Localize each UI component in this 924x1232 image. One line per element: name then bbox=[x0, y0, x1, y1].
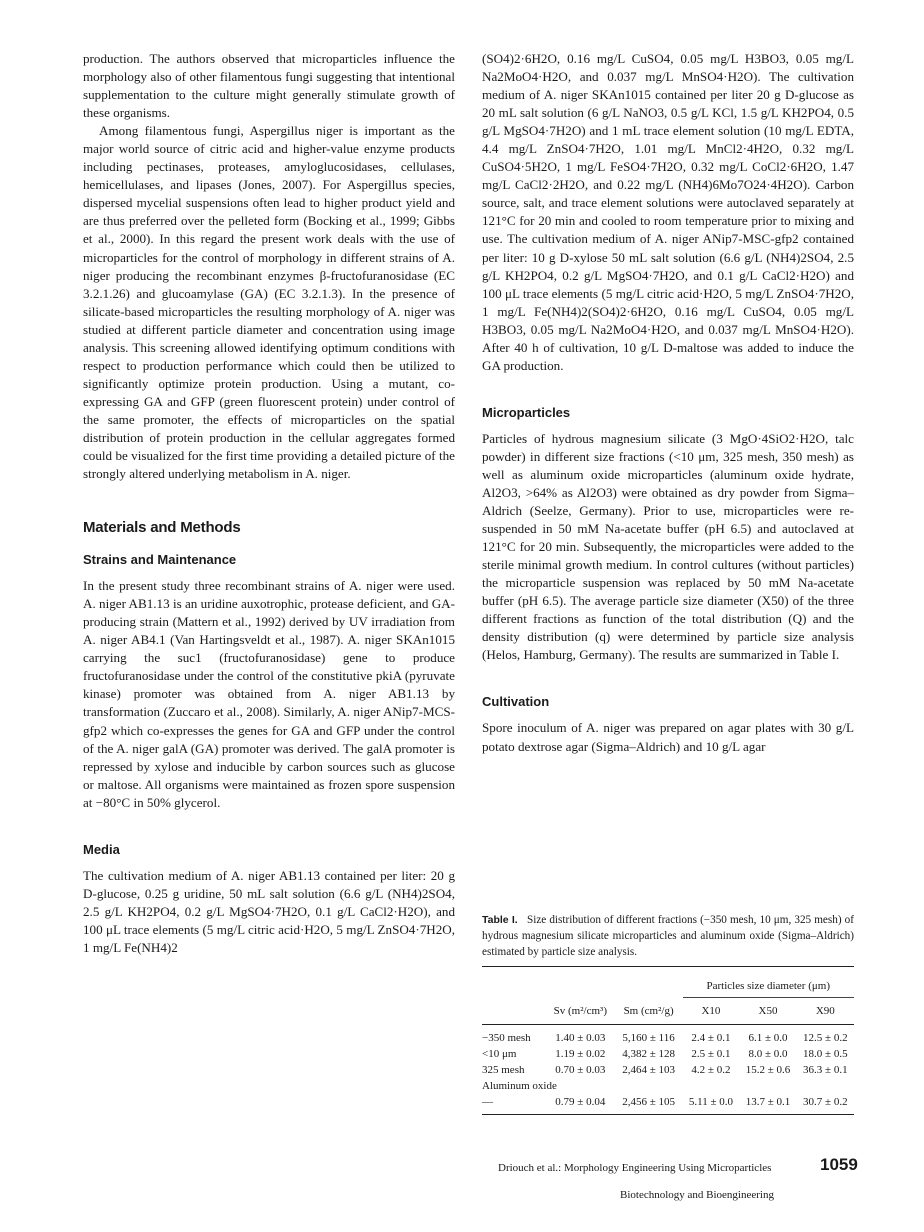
cell: 4.2 ± 0.2 bbox=[691, 1064, 731, 1076]
header-x90: X90 bbox=[797, 998, 854, 1025]
cell: 0.70 ± 0.03 bbox=[555, 1064, 606, 1076]
heading-microparticles: Microparticles bbox=[482, 404, 571, 420]
heading-materials-methods: Materials and Methods bbox=[83, 519, 241, 537]
paragraph-strains: In the present study three recombinant strains of A. niger were used. A. niger AB1.13 is an uridine auxotrophic, protease deficient, and GA-producing strain (Mattern et al., 1992) derived by UV irradiation from A. niger AB4.1 (Van Hartingsveldt et al., 1987). A. niger SKAn1015 carrying the suc1 (fructofuranosidase) gene to produce fructofuranosidase under the control of the constitutive pkiA (pyruvate kinase) promoter was obtained from A. niger AB1.13 by transformation (Zuccaro et al., 2008). Similarly, A. niger ANip7-MCS-gfp2 which co-expresses the genes for GA and GFP under the control of the A. niger galA (GA) promoter was derived. The galA promoter is repressed by xylose and inducible by carbon sources such as glucose or maltose. All organisms were maintained as frozen spore suspension at −80°C in 50% glycerol. bbox=[83, 578, 455, 810]
paragraph-microparticles: Particles of hydrous magnesium silicate (3 MgO·4SiO2·H2O, talc powder) in different size fractions (<10 μm, 325 mesh, 350 mesh) as well as aluminum oxide microparticles (aluminum oxide hydrate, Al2O3, >64% as Al2O3) were obtained as dry powder from Sigma–Aldrich (Seelze, Germany). Prior to use, microparticles were re-suspended in 50 mM Na-acetate buffer (pH 6.5) and autoclaved at 121°C for 20 min. Subsequently, the microparticles were added to the sterile minimal growth medium. In control cultures (without particles) the microparticle suspension was replaced by 50 mM Na-acetate buffer (pH 6.5). The average particle size diameter (X50) of the three different fractions as function of the total distribution (Q) and the density distribution (q) were determined by particle size analysis (Helos, Hamburg, Germany). The results are summarized in Table I. bbox=[482, 430, 854, 663]
paragraph-aspergillus: Among filamentous fungi, Aspergillus niger is important as the major world source of citric acid and higher-value enzyme products including pectinases, proteases, amyloglucosidases, cellulases, hemicellulases, and lipases (Jones, 2007). For Aspergillus species, dispersed mycelial suspensions often lead to higher product yield and are thus preferred over the pelleted form (Bocking et al., 1999; Gibbs et al., 2000). In this regard the present work deals with the use of microparticles for the control of morphology in different strains of A. niger producing the recombinant enzymes β-fructofuranosidase (EC 3.2.1.26) and glucoamylase (GA) (EC 3.2.1.3). In the presence of silicate-based microparticles the resulting morphology of A. niger was studied at different particle diameter and concentration using image analysis. This screening allowed identifying optimum conditions with respect to production performance which could then be utilized to significantly optimize protein production. Using a mutant, co-expressing GA and GFP (green fluorescent protein) under control of the same promoter, the effects of microparticles on the spatial distribution of protein production in the cellular aggregates formed could be visualized for the first time providing a detailed picture of the strongly altered underlying metabolism in A. niger. bbox=[83, 123, 455, 482]
table-label: Table I. bbox=[482, 914, 518, 926]
cell: 18.0 ± 0.5 bbox=[803, 1048, 848, 1060]
cell: −350 mesh bbox=[482, 1032, 531, 1044]
cell: 4,382 ± 128 bbox=[622, 1048, 675, 1060]
cell: 2,464 ± 103 bbox=[622, 1064, 675, 1076]
header-x10: X10 bbox=[683, 998, 740, 1025]
header-x50: X50 bbox=[739, 998, 796, 1025]
cell: <10 μm bbox=[482, 1048, 517, 1060]
cell: 1.40 ± 0.03 bbox=[555, 1032, 606, 1044]
cell: 2,456 ± 105 bbox=[615, 1094, 683, 1115]
cell: 15.2 ± 0.6 bbox=[745, 1064, 791, 1076]
journal-name: Biotechnology and Bioengineering bbox=[620, 1189, 774, 1201]
table-row bbox=[482, 1046, 854, 1062]
table-row bbox=[482, 1025, 854, 1047]
cell: 2.5 ± 0.1 bbox=[691, 1048, 731, 1060]
table-row bbox=[482, 1062, 854, 1078]
cell: 30.7 ± 0.2 bbox=[797, 1094, 854, 1115]
paragraph-intro-end: production. The authors observed that microparticles influence the morphology also of other filamentous fungi suggesting that intentional supplementation to the culture might generally stimulate growth of these organisms. bbox=[83, 51, 455, 121]
cell: — bbox=[482, 1094, 546, 1115]
cell: 12.5 ± 0.2 bbox=[803, 1032, 848, 1044]
header-sv: Sv (m²/cm³) bbox=[546, 998, 615, 1025]
table-caption bbox=[482, 912, 854, 960]
cell: 325 mesh bbox=[482, 1064, 525, 1076]
cell: 6.1 ± 0.0 bbox=[748, 1032, 788, 1044]
right-column bbox=[482, 50, 854, 756]
page-number: 1059 bbox=[820, 1155, 858, 1174]
heading-media: Media bbox=[83, 841, 120, 857]
cell: 13.7 ± 0.1 bbox=[739, 1094, 796, 1115]
cell: 36.3 ± 0.1 bbox=[803, 1064, 848, 1076]
table-caption-text: Size distribution of different fractions (−350 mesh, 10 μm, 325 mesh) of hydrous magnesium silicate microparticles and aluminum oxide (Sigma–Aldrich) estimated by particle size analysis. bbox=[482, 914, 854, 958]
header-blank bbox=[482, 998, 546, 1025]
cell: 0.79 ± 0.04 bbox=[546, 1094, 615, 1115]
paragraph-media-continued: (SO4)2·6H2O, 0.16 mg/L CuSO4, 0.05 mg/L H3BO3, 0.05 mg/L Na2MoO4·H2O, and 0.037 mg/L MnSO4·H2O). The cultivation medium of A. niger SKAn1015 contained per liter 20 g D-glucose as 20 mL salt solution (6 g/L NaNO3, 0.5 g/L KCl, 1.5 g/L KH2PO4, 0.5 g/L MgSO4·7H2O) and 1 mL trace element solution (10 mg/L EDTA, 4.4 mg/L ZnSO4·7H2O, 1.01 mg/L MnCl2·4H2O, 0.32 mg/L CuSO4·5H2O, 1 mg/L FeSO4·7H2O, 0.32 mg/L CoCl2·6H2O, 1.47 mg/L CaCl2·2H2O, and 0.22 mg/L (NH4)6Mo7O24·4H2O). Carbon source, salt, and trace element solutions were autoclaved separately at 121°C for 20 min and cooled to room temperature prior to mixing and use. The cultivation medium of A. niger ANip7-MSC-gfp2 contained per liter: 10 g D-xylose 50 mL salt solution (6.6 g/L (NH4)2SO4, 2.5 g/L KH2PO4, 0.2 g/L MgSO4·7H2O, and 0.1 g/L CaCl2·H2O) and 100 μL trace elements (5 mg/L citric acid·H2O, 5 mg/L ZnSO4·7H2O, 1 mg/L Fe(NH4)2(SO4)2·6H2O, 0.16 mg/L CuSO4, 0.05 mg/L H3BO3, 0.05 mg/L Na2MoO4·H2O, and 0.037 mg/L MnSO4·H2O). After 40 h of cultivation, 10 g/L D-maltose was added to induce the GA production. bbox=[482, 51, 854, 373]
cell: 1.19 ± 0.02 bbox=[555, 1048, 606, 1060]
size-distribution-table bbox=[482, 966, 854, 1115]
paragraph-media: The cultivation medium of A. niger AB1.13 contained per liter: 20 g D-glucose, 0.25 g uridine, 50 mL salt solution (6.6 g/L (NH4)2SO4, 2.5 g/L KH2PO4, 0.2 g/L MgSO4·7H2O, 0.1 g/L CaCl2·H2O), and 100 μL trace elements (5 mg/L citric acid·H2O, 5 mg/L ZnSO4·7H2O, 1 mg/L Fe(NH4)2 bbox=[83, 867, 455, 955]
table-row bbox=[482, 1078, 854, 1094]
cell: 5.11 ± 0.0 bbox=[683, 1094, 740, 1115]
table-row bbox=[482, 1094, 854, 1115]
heading-cultivation: Cultivation bbox=[482, 694, 550, 710]
heading-strains: Strains and Maintenance bbox=[83, 552, 237, 568]
group-header: Particles size diameter (μm) bbox=[683, 975, 854, 998]
cell: 5,160 ± 116 bbox=[622, 1032, 675, 1044]
cell: 8.0 ± 0.0 bbox=[748, 1048, 788, 1060]
cell: Aluminum oxide bbox=[482, 1080, 557, 1092]
left-column bbox=[83, 50, 455, 957]
header-sm: Sm (cm²/g) bbox=[615, 998, 683, 1025]
running-title: Driouch et al.: Morphology Engineering Using Microparticles bbox=[498, 1162, 772, 1174]
cell: 2.4 ± 0.1 bbox=[691, 1032, 731, 1044]
paragraph-cultivation: Spore inoculum of A. niger was prepared on agar plates with 30 g/L potato dextrose agar (Sigma–Aldrich) and 10 g/L agar bbox=[482, 720, 854, 754]
